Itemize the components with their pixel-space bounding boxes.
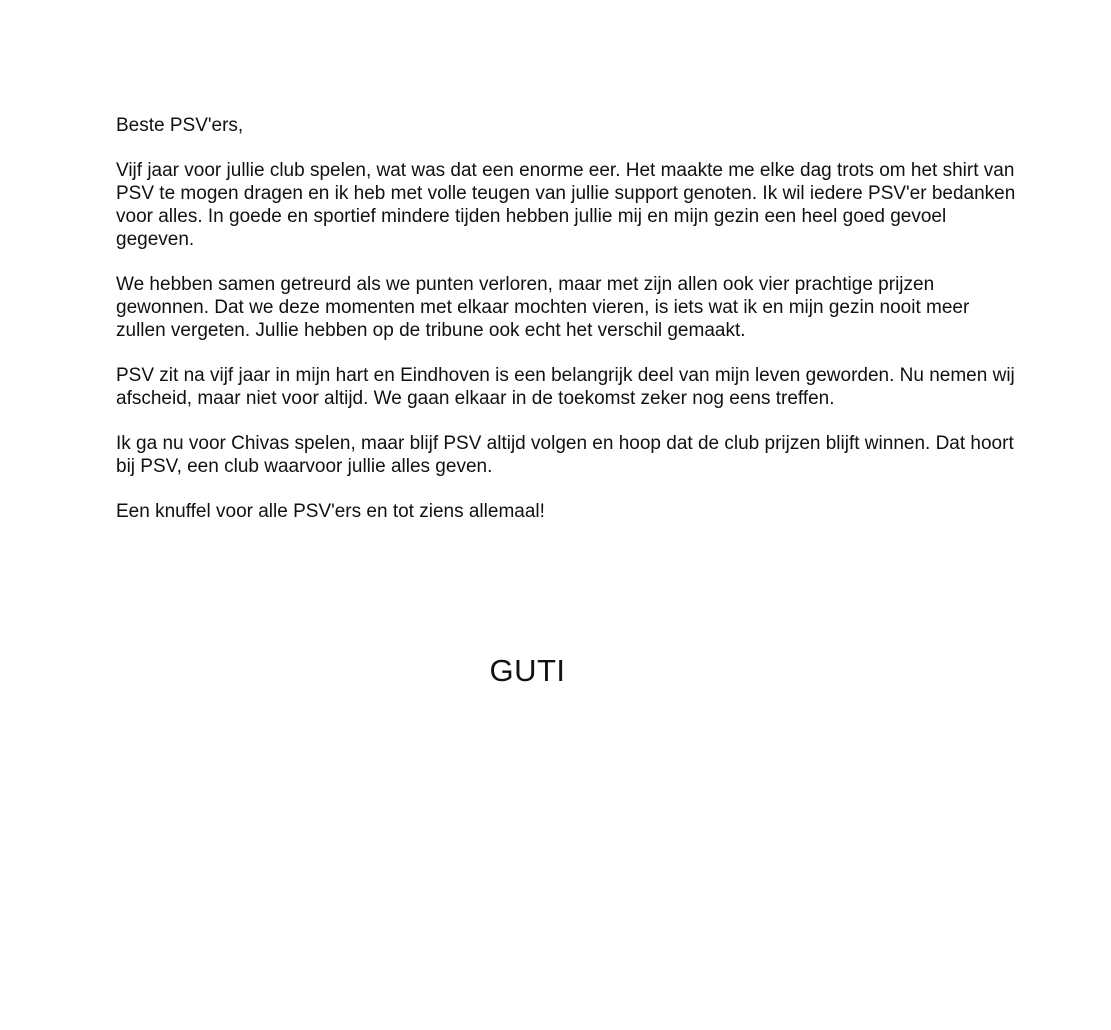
letter-paragraph-2: We hebben samen getreurd als we punten verloren, maar met zijn allen ook vier prachtige prijzen gewonnen. Dat we deze momenten met elkaar mochten vieren, is iets wat ik en mijn gezin nooit meer zullen vergeten. Jullie hebben op de tribune ook echt het verschil gemaakt. [116, 274, 970, 341]
letter-paragraph-4: Ik ga nu voor Chivas spelen, maar blijf PSV altijd volgen en hoop dat de club prijzen blijft winnen. Dat hoort bij PSV, een club waarvoor jullie alles geven. [116, 433, 1014, 477]
letter-greeting: Beste PSV'ers, [116, 115, 244, 136]
letter-closing: Een knuffel voor alle PSV'ers en tot ziens allemaal! [116, 501, 545, 522]
letter-paragraph-1: Vijf jaar voor jullie club spelen, wat was dat een enorme eer. Het maakte me elke dag trots om het shirt van PSV te mogen dragen en ik heb met volle teugen van jullie support genoten. Ik wil iedere PSV'er bedanken voor alles. In goede en sportief mindere tijden hebben jullie mij en mijn gezin een heel goed gevoel gegeven. [116, 160, 1016, 250]
letter-signature: GUTI [489, 653, 566, 688]
letter-paragraph-3: PSV zit na vijf jaar in mijn hart en Eindhoven is een belangrijk deel van mijn leven geworden. Nu nemen wij afscheid, maar niet voor altijd. We gaan elkaar in de toekomst zeker nog eens treffen. [116, 365, 1015, 409]
letter-body [116, 114, 1016, 523]
